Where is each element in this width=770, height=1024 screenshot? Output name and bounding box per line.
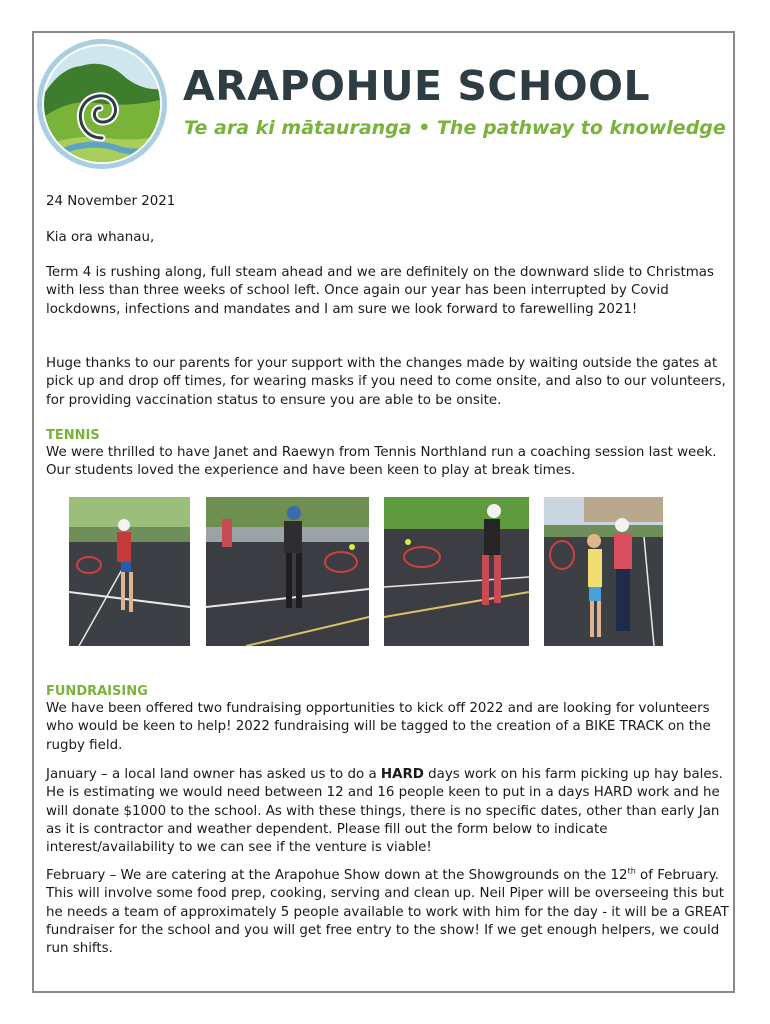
tennis-photo-3 xyxy=(384,497,529,646)
school-tagline: Te ara ki mātauranga • The pathway to knowledge xyxy=(184,117,726,139)
february-text-end: of February. This will involve some food prep, cooking, serving and clean up. Neil Piper will be overseeing this but he needs a team of approximately 5 people available to work with him for the day - it will be a GREAT fundraiser for the school and you will get free entry to the show! If we get enough helpers, we could run shifts. xyxy=(46,868,729,957)
paragraph-term4: Term 4 is rushing along, full steam ahead and we are definitely on the downward slide to Christmas with less than three weeks of school left. Once again our year has been interrupted by Covid lockdowns, infections and mandates and I am sure we look forward to farewelling 2021! xyxy=(46,265,714,317)
february-text-start: February – We are catering at the Arapohue Show down at the Showgrounds on the 12 xyxy=(46,868,628,883)
tennis-photo-1 xyxy=(69,497,190,646)
february-superscript: th xyxy=(627,866,636,876)
school-logo xyxy=(36,38,168,170)
january-hard-bold: HARD xyxy=(380,767,424,782)
tennis-photo-2 xyxy=(206,497,369,646)
school-name: ARAPOHUE SCHOOL xyxy=(183,62,651,110)
fundraising-february xyxy=(46,867,736,958)
paragraph-thanks: Huge thanks to our parents for your support with the changes made by waiting outside the gates at pick up and drop off times, for wearing masks if you need to come onsite, and also to our volunteers, for providing vaccination status to ensure you are able to be onsite. xyxy=(46,356,726,408)
letter-greeting: Kia ora whanau, xyxy=(46,230,155,245)
letter-date: 24 November 2021 xyxy=(46,194,176,209)
fundraising-january xyxy=(46,766,736,857)
january-text-end: days work on his farm picking up hay bales. He is estimating we would need between 12 and 16 people keen to put in a days HARD work and he will donate $1000 to the school. As with these things, there is no specific dates, other than early Jan as it is contractor and weather dependent. Please fill out the form below to indicate interest/availability to we can see if the venture is viable! xyxy=(46,767,723,856)
fundraising-intro: We have been offered two fundraising opportunities to kick off 2022 and are looking for volunteers who would be keen to help! 2022 fundraising will be tagged to the creation of a BIKE TRACK on the rugby field. xyxy=(46,701,711,753)
tennis-heading: TENNIS xyxy=(46,428,100,443)
fundraising-heading: FUNDRAISING xyxy=(46,684,148,699)
tennis-photo-4 xyxy=(544,497,663,646)
tennis-text: We were thrilled to have Janet and Raewyn from Tennis Northland run a coaching session last week. Our students loved the experience and have been keen to play at break times. xyxy=(46,445,717,479)
january-text-start: January – a local land owner has asked us to do a xyxy=(46,767,381,782)
